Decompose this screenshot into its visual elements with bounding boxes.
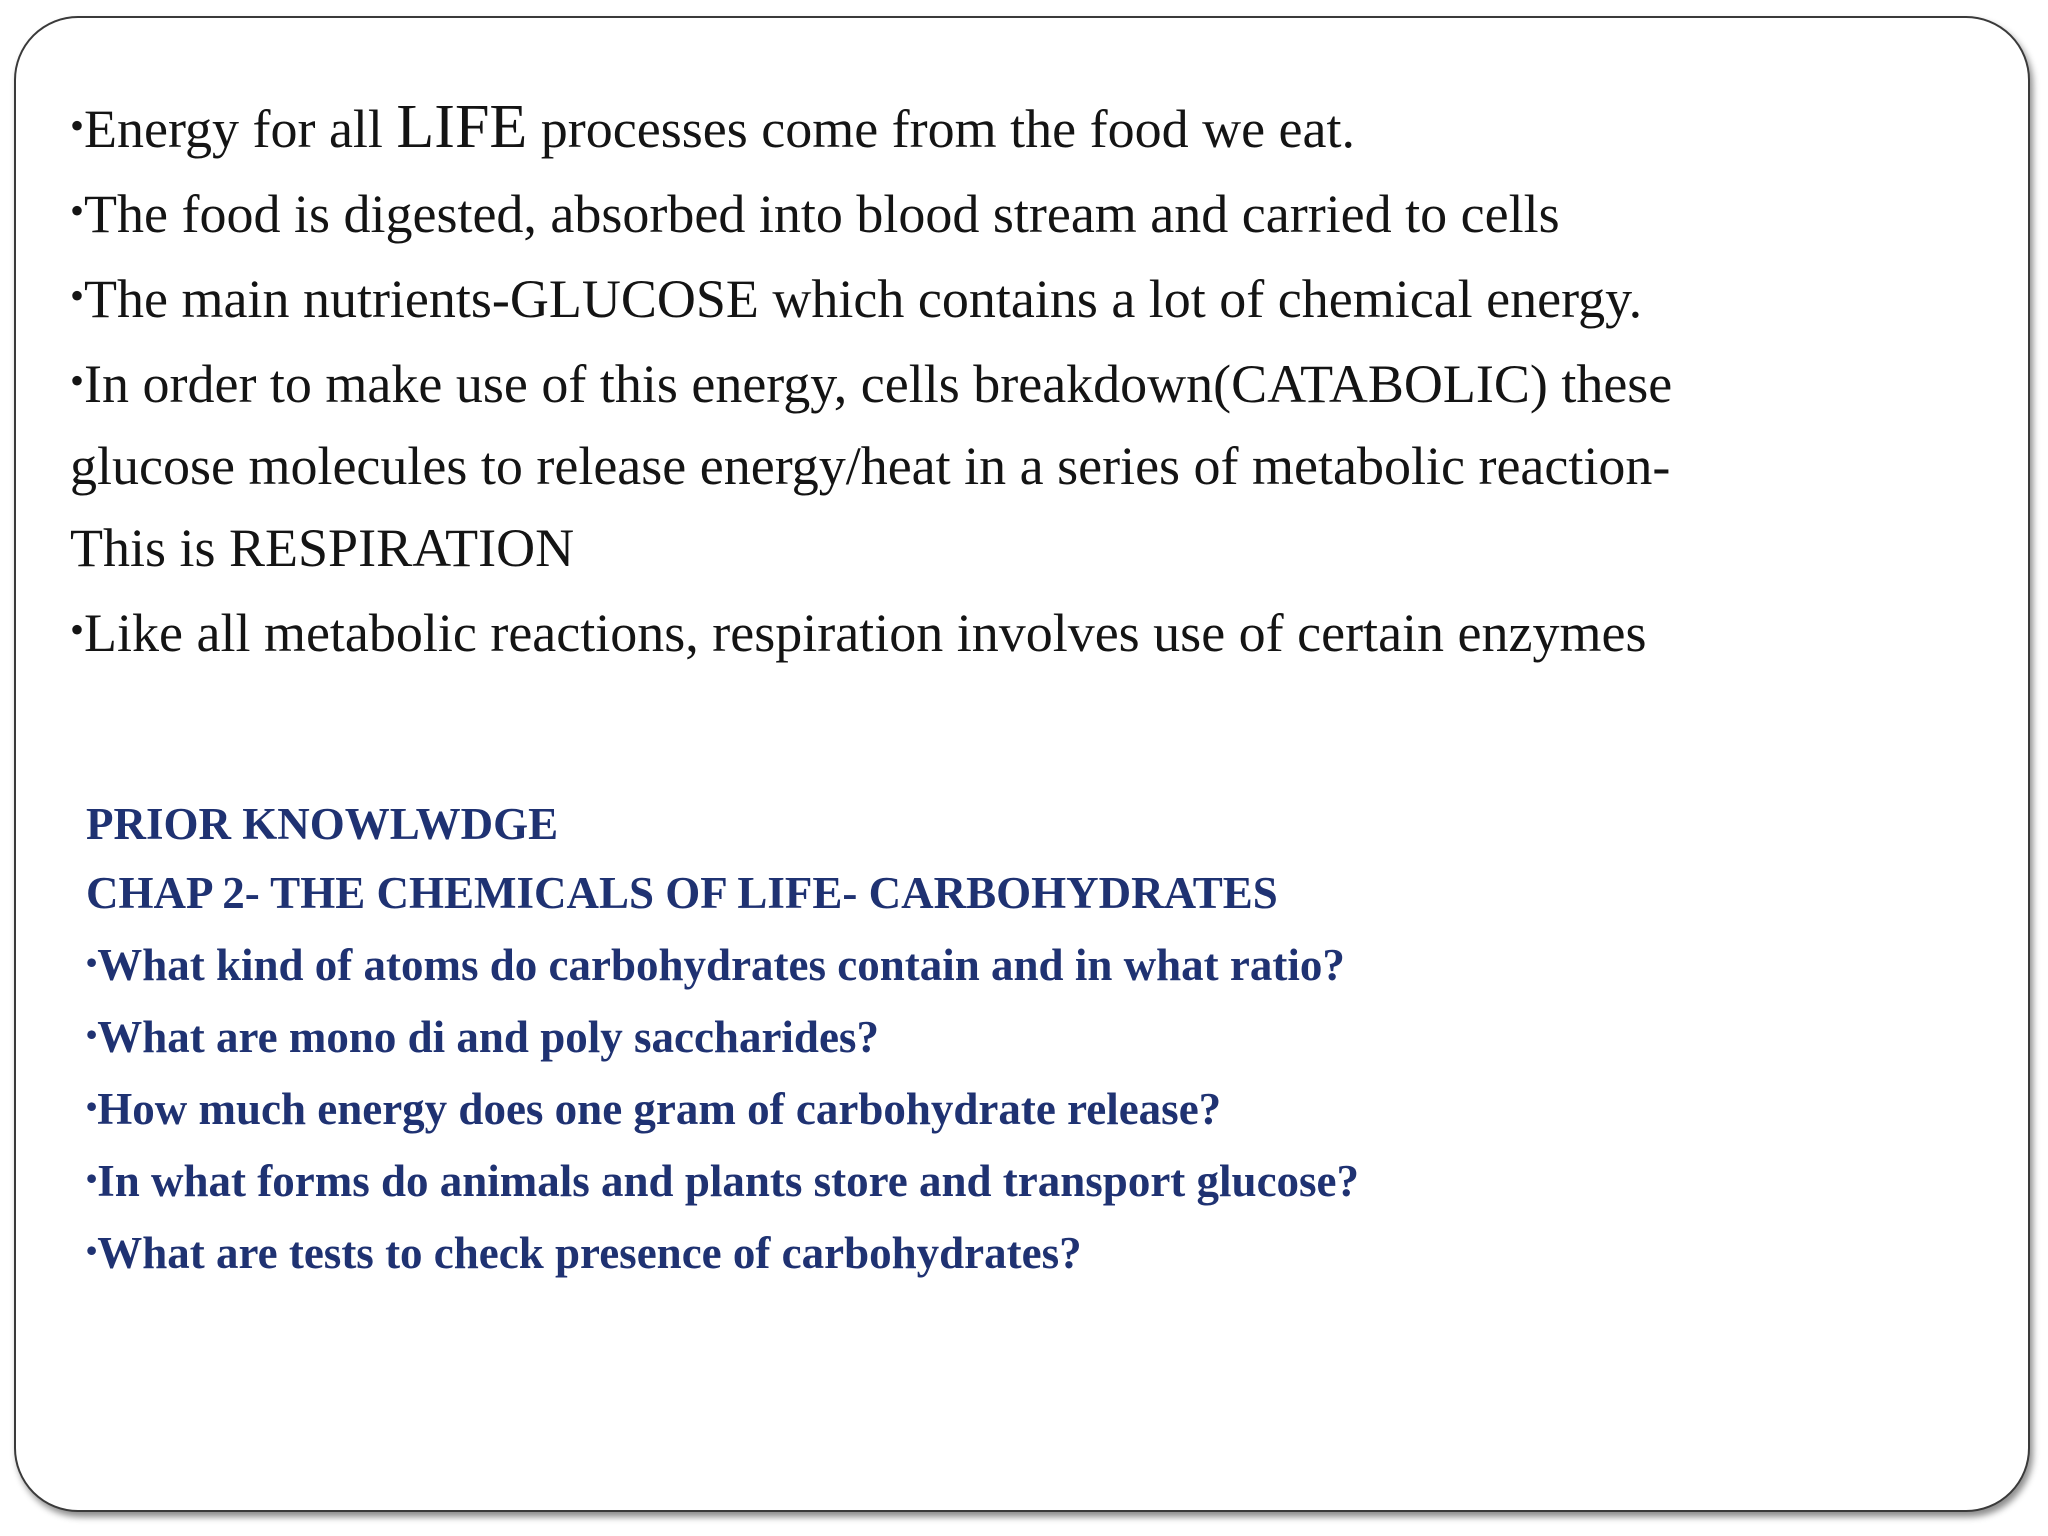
bullet-text-line3: This is RESPIRATION [70,518,575,578]
slide-frame [14,16,2030,1512]
prior-question-list [86,928,2026,1288]
question-text: What are tests to check presence of carbohydrates? [97,1228,1082,1278]
bullet-text: The main nutrients-GLUCOSE which contains a lot of chemical energy. [84,269,1643,329]
bullet-text: Like all metabolic reactions, respiration involves use of certain enzymes [84,603,1647,663]
bullet-glyph: • [70,607,85,652]
bullet-glyph: • [70,273,85,318]
bullet-text-line1: In order to make use of this energy, cells breakdown(CATABOLIC) these [84,354,1673,414]
bullet-glyph: • [86,1160,98,1196]
prior-question [86,1072,2026,1144]
bullet-glyph: • [70,188,85,233]
chapter-heading: CHAP 2- THE CHEMICALS OF LIFE- CARBOHYDRATES [86,868,1278,918]
bullet-glyph: • [86,1088,98,1124]
bullet-glyph: • [70,358,85,403]
question-text: What kind of atoms do carbohydrates contain and in what ratio? [97,940,1345,990]
bullet-digestion [70,170,2030,255]
bullet-text-line2: glucose molecules to release energy/heat in a series of metabolic reaction- [70,436,1671,496]
life-emphasis: LIFE [396,93,528,161]
prior-knowledge-heading: PRIOR KNOWLWDGE [86,799,559,849]
bullet-respiration [70,340,2030,589]
bullet-text: Energy for all [84,99,397,159]
main-bullet-list [70,85,2030,674]
bullet-glyph: • [86,1232,98,1268]
prior-knowledge-section [86,790,2026,1288]
question-text: How much energy does one gram of carbohydrate release? [97,1084,1222,1134]
bullet-glyph: • [70,103,85,148]
bullet-text: processes come from the food we eat. [527,99,1355,159]
bullet-glyph: • [86,944,98,980]
question-text: What are mono di and poly saccharides? [97,1012,879,1062]
prior-question [86,928,2026,1000]
bullet-glucose [70,255,2030,340]
bullet-enzymes [70,589,2030,674]
bullet-glyph: • [86,1016,98,1052]
prior-question [86,1000,2026,1072]
prior-question [86,1144,2026,1216]
question-text: In what forms do animals and plants store and transport glucose? [97,1156,1360,1206]
bullet-energy-source [70,85,2030,170]
bullet-text: The food is digested, absorbed into blood stream and carried to cells [84,184,1560,244]
prior-question [86,1216,2026,1288]
